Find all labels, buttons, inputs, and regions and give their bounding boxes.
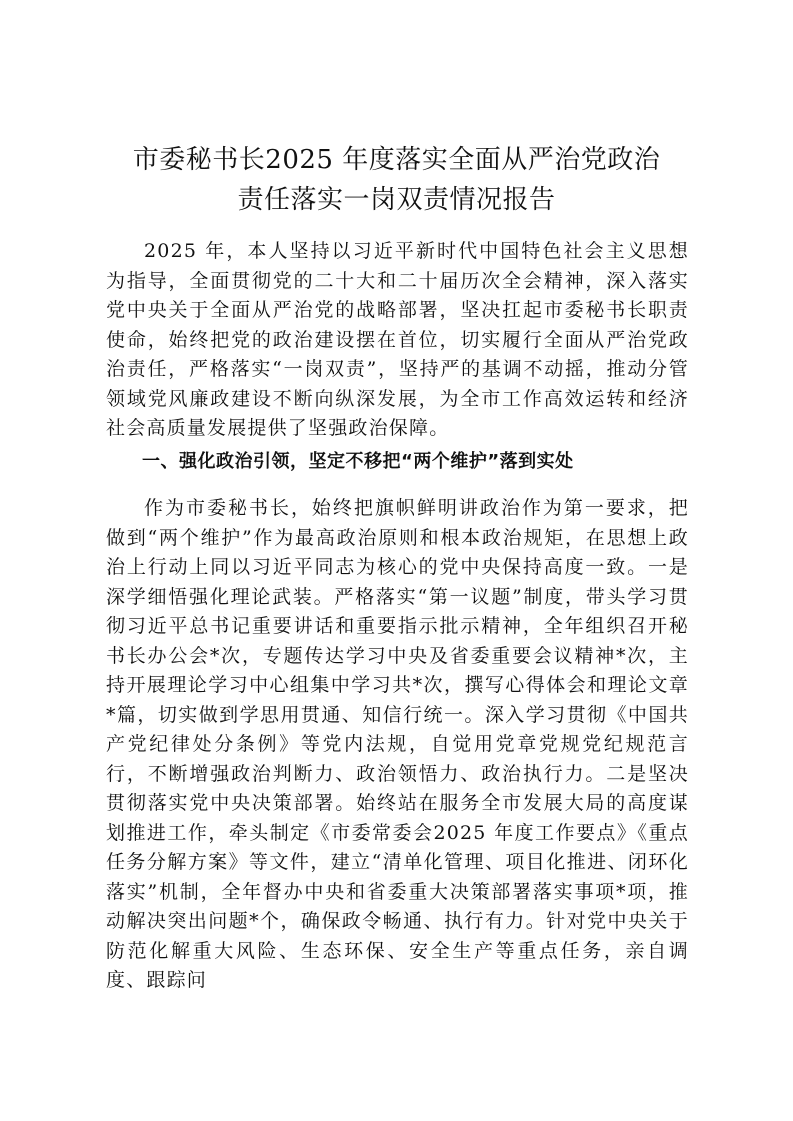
section-heading: 一、强化政治引领，坚定不移把“两个维护”落到实处 — [142, 451, 574, 472]
intro-paragraph: 2025 年，本人坚持以习近平新时代中国特色社会主义思想为指导，全面贯彻党的二十大和二十届历次全会精神，深入落实党中央关于全面从严治党的战略部署，坚决扛起市委秘书长职责使命，始终把党的政治建设摆在首位，切实履行全面从严治党政治责任，严格落实“一岗双责”，坚持严的基调不动摇，推动分管领域党风廉政建设不断向纵深发展，为全市工作高效运转和经济社会高质量发展提供了坚强政治保障。 — [106, 240, 689, 439]
section-paragraph: 作为市委秘书长，始终把旗帜鲜明讲政治作为第一要求，把做到“两个维护”作为最高政治原则和根本政治规矩，在思想上政治上行动上同以习近平同志为核心的党中央保持高度一致。一是深学细悟强化理论武装。严格落实“第一议题”制度，带头学习贯彻习近平总书记重要讲话和重要指示批示精神，全年组织召开秘书长办公会*次，专题传达学习中央及省委重要会议精神*次，主持开展理论学习中心组集中学习共*次，撰写心得体会和理论文章*篇，切实做到学思用贯通、知信行统一。深入学习贯彻《中国共产党纪律处分条例》等党内法规，自觉用党章党规党纪规范言行，不断增强政治判断力、政治领悟力、政治执行力。二是坚决贯彻落实党中央决策部署。始终站在服务全市发展大局的高度谋划推进工作，牵头制定《市委常委会2025 年度工作要点》《重点任务分解方案》等文件，建立“清单化管理、项目化推进、闭环化落实”机制，全年督办中央和省委重大决策部署落实事项*项，推动解决突出问题*个，确保政令畅通、执行有力。针对党中央关于防范化解重大风险、生态环保、安全生产等重点任务，亲自调度、跟踪问 — [106, 497, 689, 991]
title-line-1: 市委秘书长2025 年度落实全面从严治党政治 — [132, 145, 661, 175]
title-line-2: 责任落实一岗双责情况报告 — [237, 185, 556, 215]
document-title — [100, 140, 693, 220]
